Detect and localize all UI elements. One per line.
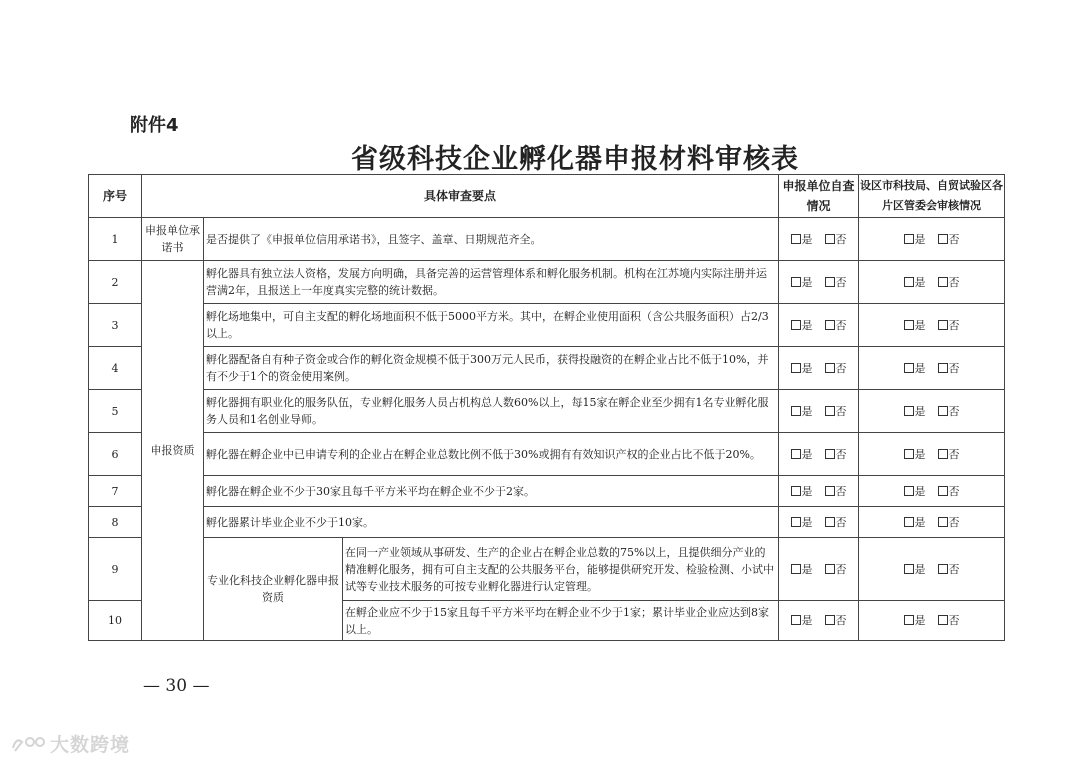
district-check-cell <box>859 218 1005 261</box>
checkbox-icon[interactable] <box>825 234 835 244</box>
checkbox-icon[interactable] <box>791 517 801 527</box>
table-header-row <box>89 175 1005 218</box>
category-commitment: 申报单位承诺书 <box>142 218 204 261</box>
checkbox-label: 是 <box>801 614 813 627</box>
row-text: 孵化器拥有职业化的服务队伍，专业孵化服务人员占机构总人数60%以上，每15家在孵企业至少拥有1名专业孵化服务人员和1名创业导师。 <box>204 390 779 433</box>
row-text: 孵化器在孵企业中已申请专利的企业占在孵企业总数比例不低于30%或拥有有效知识产权的企业占比不低于20%。 <box>204 433 779 476</box>
checkbox-icon[interactable] <box>938 615 948 625</box>
checkbox-label: 否 <box>835 404 847 418</box>
watermark-logo-icon <box>10 734 50 754</box>
row-number: 2 <box>89 261 142 304</box>
self-check-yes-checkbox[interactable] <box>791 360 813 377</box>
row-number: 1 <box>89 218 142 261</box>
page-number: — 30 — <box>143 676 210 696</box>
district-check-no-checkbox[interactable] <box>938 612 960 629</box>
checkbox-icon[interactable] <box>904 564 914 574</box>
checkbox-icon[interactable] <box>825 363 835 373</box>
checkbox-icon[interactable] <box>938 564 948 574</box>
self-check-no-checkbox[interactable] <box>825 231 847 248</box>
district-check-cell <box>859 601 1005 641</box>
checkbox-icon[interactable] <box>904 615 914 625</box>
page-title: 省级科技企业孵化器申报材料审核表 <box>351 144 799 175</box>
district-check-yes-checkbox[interactable] <box>904 274 926 291</box>
district-check-no-checkbox[interactable] <box>938 514 960 531</box>
checkbox-label: 否 <box>835 614 847 627</box>
checkbox-icon[interactable] <box>938 517 948 527</box>
self-check-no-checkbox[interactable] <box>825 317 847 334</box>
checkbox-icon[interactable] <box>904 517 914 527</box>
checkbox-label: 是 <box>914 562 926 576</box>
checkbox-label: 否 <box>948 232 960 246</box>
self-check-no-checkbox[interactable] <box>825 446 847 463</box>
checkbox-icon[interactable] <box>825 320 835 330</box>
header-self-check: 申报单位自查情况 <box>779 175 859 218</box>
table-row <box>89 507 1005 538</box>
checkbox-icon[interactable] <box>791 406 801 416</box>
checkbox-icon[interactable] <box>938 363 948 373</box>
district-check-no-checkbox[interactable] <box>938 360 960 377</box>
header-points: 具体审查要点 <box>142 175 779 218</box>
checkbox-label: 否 <box>948 515 960 529</box>
self-check-cell <box>779 304 859 347</box>
self-check-yes-checkbox[interactable] <box>791 317 813 334</box>
watermark-text: 大数跨境 <box>50 734 131 756</box>
checkbox-icon[interactable] <box>825 406 835 416</box>
district-check-no-checkbox[interactable] <box>938 274 960 291</box>
self-check-no-checkbox[interactable] <box>825 561 847 578</box>
checkbox-label: 是 <box>914 484 926 498</box>
checkbox-label: 否 <box>948 361 960 375</box>
header-district-check: 设区市科技局、自贸试验区各片区管委会审核情况 <box>859 175 1005 218</box>
self-check-yes-checkbox[interactable] <box>791 612 813 629</box>
row-text: 在孵企业应不少于15家且每千平方米平均在孵企业不少于1家；累计毕业企业应达到8家以上。 <box>343 601 779 641</box>
checkbox-icon[interactable] <box>825 564 835 574</box>
checkbox-label: 否 <box>835 484 847 498</box>
checkbox-icon[interactable] <box>825 277 835 287</box>
self-check-yes-checkbox[interactable] <box>791 403 813 420</box>
checkbox-label: 否 <box>835 275 847 289</box>
category-specialized: 专业化科技企业孵化器申报资质 <box>204 538 343 641</box>
self-check-no-checkbox[interactable] <box>825 360 847 377</box>
row-text: 孵化器配备自有种子资金或合作的孵化资金规模不低于300万元人民币，获得投融资的在孵企业占比不低于10%，并有不少于1个的资金使用案例。 <box>204 347 779 390</box>
checkbox-icon[interactable] <box>904 449 914 459</box>
row-number: 6 <box>89 433 142 476</box>
district-check-yes-checkbox[interactable] <box>904 446 926 463</box>
district-check-yes-checkbox[interactable] <box>904 317 926 334</box>
checkbox-label: 是 <box>801 275 813 289</box>
table-row <box>89 538 1005 601</box>
checkbox-icon[interactable] <box>938 277 948 287</box>
checkbox-icon[interactable] <box>938 234 948 244</box>
district-check-yes-checkbox[interactable] <box>904 360 926 377</box>
checkbox-icon[interactable] <box>904 363 914 373</box>
checkbox-label: 是 <box>914 275 926 289</box>
checkbox-icon[interactable] <box>904 486 914 496</box>
row-number: 8 <box>89 507 142 538</box>
checkbox-icon[interactable] <box>904 320 914 330</box>
checkbox-label: 否 <box>948 275 960 289</box>
checkbox-label: 否 <box>835 318 847 332</box>
checkbox-label: 是 <box>914 614 926 627</box>
self-check-no-checkbox[interactable] <box>825 403 847 420</box>
checkbox-label: 否 <box>835 361 847 375</box>
header-seq: 序号 <box>89 175 142 218</box>
checkbox-icon[interactable] <box>791 277 801 287</box>
self-check-yes-checkbox[interactable] <box>791 561 813 578</box>
checkbox-label: 否 <box>835 562 847 576</box>
checkbox-label: 否 <box>948 614 960 627</box>
checkbox-label: 是 <box>914 318 926 332</box>
self-check-cell <box>779 390 859 433</box>
checkbox-label: 是 <box>801 232 813 246</box>
district-check-no-checkbox[interactable] <box>938 403 960 420</box>
row-number: 9 <box>89 538 142 601</box>
district-check-cell <box>859 538 1005 601</box>
district-check-no-checkbox[interactable] <box>938 561 960 578</box>
table-row <box>89 347 1005 390</box>
district-check-no-checkbox[interactable] <box>938 231 960 248</box>
self-check-yes-checkbox[interactable] <box>791 274 813 291</box>
checkbox-icon[interactable] <box>825 449 835 459</box>
checkbox-icon[interactable] <box>791 486 801 496</box>
district-check-yes-checkbox[interactable] <box>904 403 926 420</box>
district-check-cell <box>859 433 1005 476</box>
table-row <box>89 476 1005 507</box>
self-check-yes-checkbox[interactable] <box>791 483 813 500</box>
checkbox-label: 是 <box>801 361 813 375</box>
checkbox-label: 是 <box>914 515 926 529</box>
district-check-yes-checkbox[interactable] <box>904 483 926 500</box>
checkbox-label: 是 <box>914 232 926 246</box>
checkbox-icon[interactable] <box>791 449 801 459</box>
checkbox-label: 否 <box>948 562 960 576</box>
row-number: 10 <box>89 601 142 641</box>
checkbox-label: 是 <box>914 447 926 461</box>
checkbox-label: 是 <box>801 318 813 332</box>
row-text: 孵化场地集中，可自主支配的孵化场地面积不低于5000平方米。其中，在孵企业使用面积（含公共服务面积）占2/3以上。 <box>204 304 779 347</box>
self-check-yes-checkbox[interactable] <box>791 231 813 248</box>
district-check-cell <box>859 507 1005 538</box>
checkbox-icon[interactable] <box>904 234 914 244</box>
district-check-yes-checkbox[interactable] <box>904 231 926 248</box>
checkbox-icon[interactable] <box>791 234 801 244</box>
checkbox-label: 是 <box>801 404 813 418</box>
category-qualification: 申报资质 <box>142 261 204 641</box>
district-check-cell <box>859 304 1005 347</box>
checkbox-icon[interactable] <box>938 320 948 330</box>
district-check-no-checkbox[interactable] <box>938 317 960 334</box>
self-check-yes-checkbox[interactable] <box>791 446 813 463</box>
self-check-cell <box>779 476 859 507</box>
district-check-cell <box>859 390 1005 433</box>
district-check-no-checkbox[interactable] <box>938 446 960 463</box>
row-number: 5 <box>89 390 142 433</box>
row-number: 3 <box>89 304 142 347</box>
district-check-no-checkbox[interactable] <box>938 483 960 500</box>
table-row <box>89 304 1005 347</box>
table-row <box>89 218 1005 261</box>
checkbox-label: 否 <box>835 232 847 246</box>
checkbox-icon[interactable] <box>791 363 801 373</box>
watermark <box>10 730 130 757</box>
checkbox-icon[interactable] <box>904 406 914 416</box>
self-check-yes-checkbox[interactable] <box>791 514 813 531</box>
review-table <box>88 174 1005 641</box>
table-row <box>89 390 1005 433</box>
self-check-no-checkbox[interactable] <box>825 483 847 500</box>
row-number: 4 <box>89 347 142 390</box>
row-text: 孵化器累计毕业企业不少于10家。 <box>204 507 779 538</box>
checkbox-label: 是 <box>801 484 813 498</box>
checkbox-icon[interactable] <box>791 615 801 625</box>
attachment-label: 附件4 <box>130 115 179 136</box>
checkbox-icon[interactable] <box>938 486 948 496</box>
checkbox-label: 是 <box>801 447 813 461</box>
district-check-yes-checkbox[interactable] <box>904 612 926 629</box>
table-row <box>89 433 1005 476</box>
self-check-cell <box>779 347 859 390</box>
checkbox-label: 是 <box>801 562 813 576</box>
checkbox-label: 否 <box>948 447 960 461</box>
district-check-cell <box>859 476 1005 507</box>
self-check-cell <box>779 507 859 538</box>
checkbox-icon[interactable] <box>825 486 835 496</box>
self-check-no-checkbox[interactable] <box>825 612 847 629</box>
district-check-cell <box>859 347 1005 390</box>
self-check-cell <box>779 218 859 261</box>
checkbox-icon[interactable] <box>904 277 914 287</box>
checkbox-label: 是 <box>914 361 926 375</box>
checkbox-icon[interactable] <box>791 564 801 574</box>
checkbox-icon[interactable] <box>825 517 835 527</box>
row-text: 在同一产业领域从事研发、生产的企业占在孵企业总数的75%以上，且提供细分产业的精准孵化服务，拥有可自主支配的公共服务平台，能够提供研究开发、检验检测、小试中试等专业技术服务的可按专业孵化器进行认定管理。 <box>343 538 779 601</box>
row-number: 7 <box>89 476 142 507</box>
self-check-cell <box>779 538 859 601</box>
checkbox-label: 是 <box>801 515 813 529</box>
self-check-cell <box>779 433 859 476</box>
row-text: 孵化器具有独立法人资格，发展方向明确，具备完善的运营管理体系和孵化服务机制。机构在江苏境内实际注册并运营满2年，且报送上一年度真实完整的统计数据。 <box>204 261 779 304</box>
checkbox-label: 否 <box>835 515 847 529</box>
checkbox-icon[interactable] <box>825 615 835 625</box>
checkbox-label: 否 <box>948 484 960 498</box>
checkbox-label: 否 <box>835 447 847 461</box>
row-text: 是否提供了《申报单位信用承诺书》，且签字、盖章、日期规范齐全。 <box>204 218 779 261</box>
table-row <box>89 261 1005 304</box>
self-check-no-checkbox[interactable] <box>825 514 847 531</box>
checkbox-icon[interactable] <box>938 406 948 416</box>
checkbox-label: 是 <box>914 404 926 418</box>
checkbox-label: 否 <box>948 404 960 418</box>
checkbox-label: 否 <box>948 318 960 332</box>
self-check-cell <box>779 261 859 304</box>
row-text: 孵化器在孵企业不少于30家且每千平方米平均在孵企业不少于2家。 <box>204 476 779 507</box>
district-check-yes-checkbox[interactable] <box>904 561 926 578</box>
district-check-yes-checkbox[interactable] <box>904 514 926 531</box>
checkbox-icon[interactable] <box>938 449 948 459</box>
self-check-no-checkbox[interactable] <box>825 274 847 291</box>
checkbox-icon[interactable] <box>791 320 801 330</box>
district-check-cell <box>859 261 1005 304</box>
self-check-cell <box>779 601 859 641</box>
